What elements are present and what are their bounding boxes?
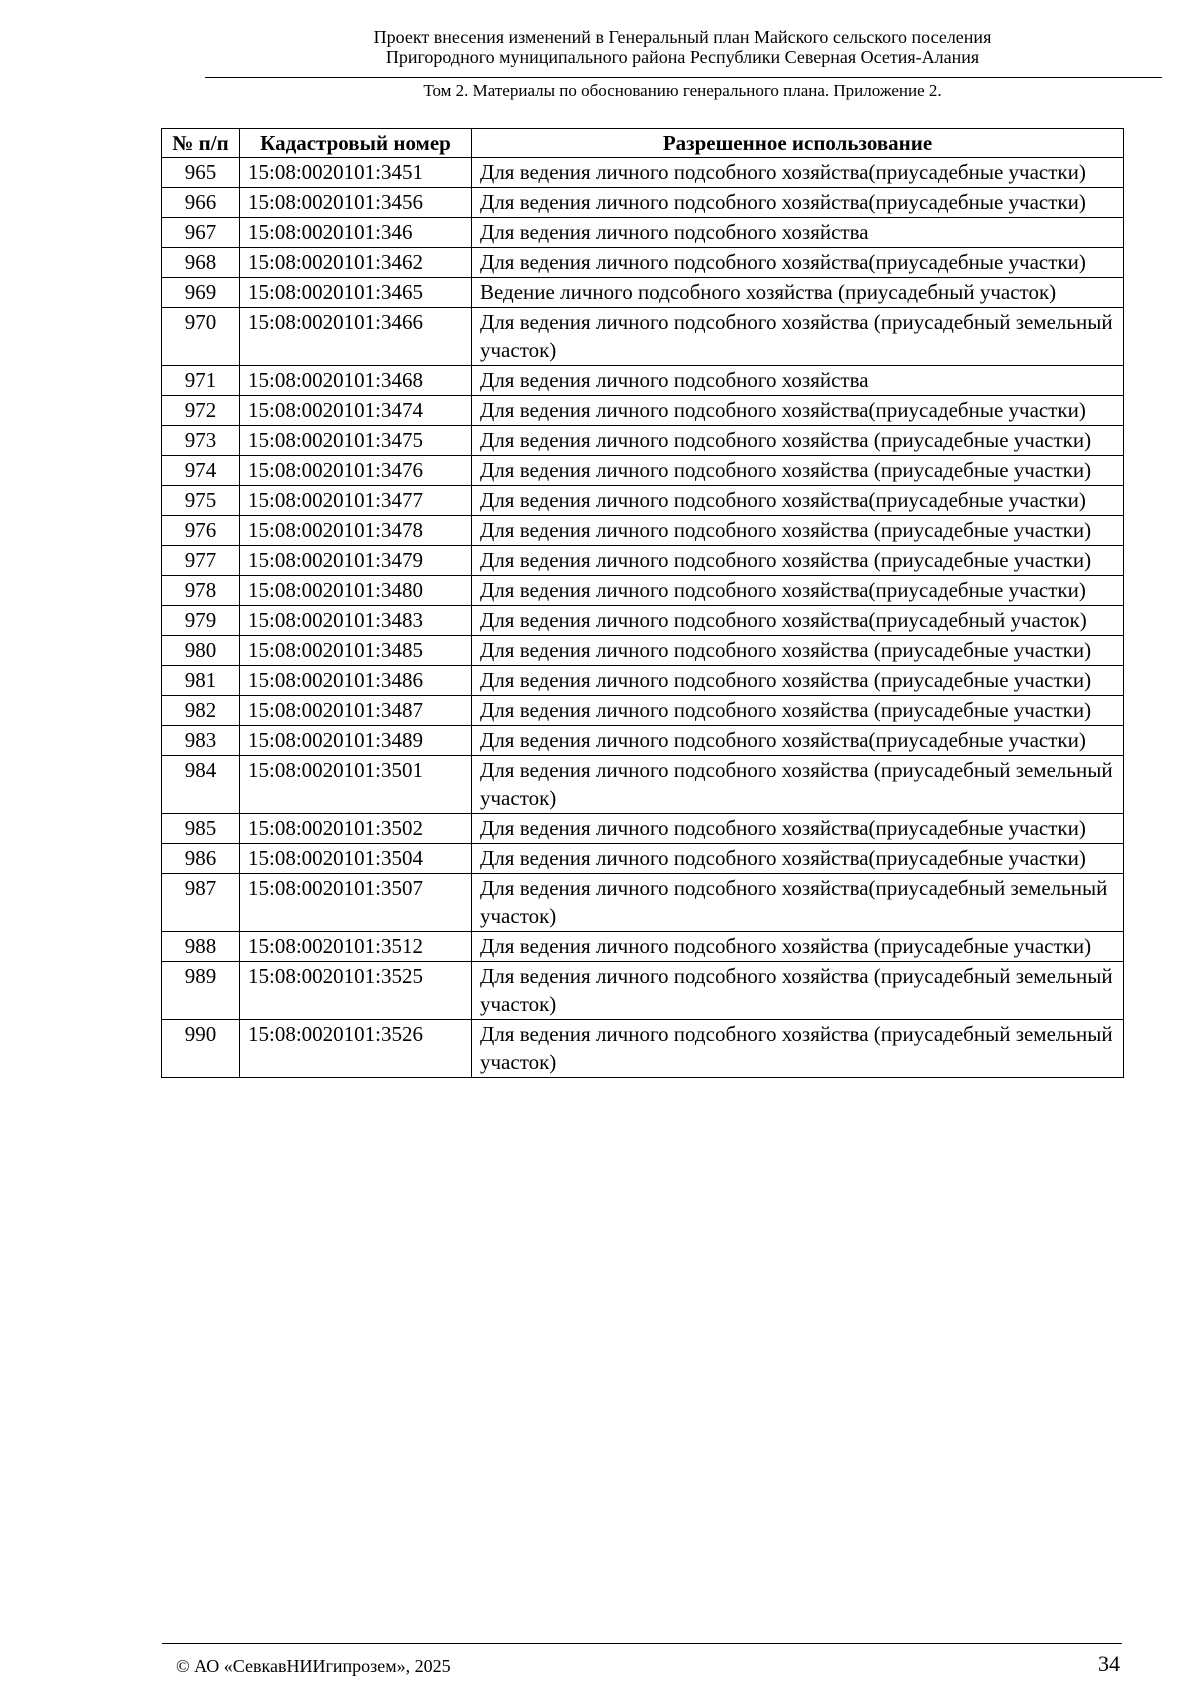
row-number: 977 xyxy=(162,546,240,576)
header-cadastral-number: Кадастровый номер xyxy=(240,129,472,158)
cadastral-number: 15:08:0020101:3487 xyxy=(240,696,472,726)
cadastral-number: 15:08:0020101:3502 xyxy=(240,814,472,844)
permitted-use: Для ведения личного подсобного хозяйства(приусадебный земельный участок) xyxy=(472,874,1124,932)
cadastral-number: 15:08:0020101:3475 xyxy=(240,426,472,456)
table-row xyxy=(162,666,1124,696)
table-row xyxy=(162,696,1124,726)
row-number: 985 xyxy=(162,814,240,844)
row-number: 975 xyxy=(162,486,240,516)
permitted-use: Для ведения личного подсобного хозяйства (приусадебные участки) xyxy=(472,516,1124,546)
header-title-line-2: Пригородного муниципального района Республики Северная Осетия-Алания xyxy=(385,47,980,67)
table-row xyxy=(162,814,1124,844)
table-row xyxy=(162,188,1124,218)
table-row xyxy=(162,1020,1124,1078)
cadastral-number: 15:08:0020101:3526 xyxy=(240,1020,472,1078)
row-number: 972 xyxy=(162,396,240,426)
permitted-use: Для ведения личного подсобного хозяйства(приусадебные участки) xyxy=(472,188,1124,218)
permitted-use: Для ведения личного подсобного хозяйства(приусадебные участки) xyxy=(472,844,1124,874)
table-row xyxy=(162,248,1124,278)
permitted-use: Для ведения личного подсобного хозяйства (приусадебные участки) xyxy=(472,932,1124,962)
permitted-use: Для ведения личного подсобного хозяйства xyxy=(472,218,1124,248)
row-number: 970 xyxy=(162,308,240,366)
permitted-use: Ведение личного подсобного хозяйства (приусадебный участок) xyxy=(472,278,1124,308)
table-row xyxy=(162,844,1124,874)
table-row xyxy=(162,456,1124,486)
cadastral-number: 15:08:0020101:3483 xyxy=(240,606,472,636)
permitted-use: Для ведения личного подсобного хозяйства (приусадебные участки) xyxy=(472,696,1124,726)
permitted-use: Для ведения личного подсобного хозяйства(приусадебные участки) xyxy=(472,814,1124,844)
document-header xyxy=(205,27,1160,67)
permitted-use: Для ведения личного подсобного хозяйства (приусадебные участки) xyxy=(472,456,1124,486)
table-row xyxy=(162,756,1124,814)
table-row xyxy=(162,426,1124,456)
permitted-use: Для ведения личного подсобного хозяйства (приусадебные участки) xyxy=(472,636,1124,666)
table-row xyxy=(162,158,1124,188)
permitted-use: Для ведения личного подсобного хозяйства(приусадебные участки) xyxy=(472,248,1124,278)
row-number: 976 xyxy=(162,516,240,546)
table-row xyxy=(162,636,1124,666)
row-number: 980 xyxy=(162,636,240,666)
table-row xyxy=(162,962,1124,1020)
header-subtitle: Том 2. Материалы по обоснованию генерального плана. Приложение 2. xyxy=(423,81,942,100)
permitted-use: Для ведения личного подсобного хозяйства (приусадебные участки) xyxy=(472,666,1124,696)
table-row xyxy=(162,726,1124,756)
row-number: 969 xyxy=(162,278,240,308)
row-number: 971 xyxy=(162,366,240,396)
cadastral-number: 15:08:0020101:3489 xyxy=(240,726,472,756)
cadastral-number: 15:08:0020101:3456 xyxy=(240,188,472,218)
table-row xyxy=(162,366,1124,396)
permitted-use: Для ведения личного подсобного хозяйства (приусадебный земельный участок) xyxy=(472,962,1124,1020)
permitted-use: Для ведения личного подсобного хозяйства(приусадебные участки) xyxy=(472,726,1124,756)
table-row xyxy=(162,546,1124,576)
row-number: 973 xyxy=(162,426,240,456)
cadastral-number: 15:08:0020101:3485 xyxy=(240,636,472,666)
row-number: 989 xyxy=(162,962,240,1020)
header-divider xyxy=(205,77,1162,78)
table-row xyxy=(162,874,1124,932)
table-body xyxy=(162,158,1124,1078)
footer-divider xyxy=(162,1643,1122,1644)
table-row xyxy=(162,516,1124,546)
table-row xyxy=(162,218,1124,248)
cadastral-number: 15:08:0020101:3501 xyxy=(240,756,472,814)
table-row xyxy=(162,606,1124,636)
row-number: 981 xyxy=(162,666,240,696)
cadastral-number: 15:08:0020101:3474 xyxy=(240,396,472,426)
permitted-use: Для ведения личного подсобного хозяйства (приусадебные участки) xyxy=(472,426,1124,456)
row-number: 984 xyxy=(162,756,240,814)
cadastral-number: 15:08:0020101:3451 xyxy=(240,158,472,188)
row-number: 983 xyxy=(162,726,240,756)
row-number: 968 xyxy=(162,248,240,278)
page-number: 34 xyxy=(1098,1651,1120,1676)
permitted-use: Для ведения личного подсобного хозяйства(приусадебный участок) xyxy=(472,606,1124,636)
row-number: 966 xyxy=(162,188,240,218)
land-plots-table xyxy=(161,128,1124,1078)
table-header-row xyxy=(162,129,1124,158)
row-number: 978 xyxy=(162,576,240,606)
cadastral-number: 15:08:0020101:3462 xyxy=(240,248,472,278)
cadastral-number: 15:08:0020101:3476 xyxy=(240,456,472,486)
cadastral-number: 15:08:0020101:3465 xyxy=(240,278,472,308)
cadastral-number: 15:08:0020101:3504 xyxy=(240,844,472,874)
cadastral-number: 15:08:0020101:3480 xyxy=(240,576,472,606)
table-row xyxy=(162,278,1124,308)
table-row xyxy=(162,576,1124,606)
cadastral-number: 15:08:0020101:3478 xyxy=(240,516,472,546)
cadastral-number: 15:08:0020101:346 xyxy=(240,218,472,248)
cadastral-number: 15:08:0020101:3466 xyxy=(240,308,472,366)
cadastral-number: 15:08:0020101:3512 xyxy=(240,932,472,962)
cadastral-number: 15:08:0020101:3479 xyxy=(240,546,472,576)
permitted-use: Для ведения личного подсобного хозяйства(приусадебные участки) xyxy=(472,486,1124,516)
row-number: 987 xyxy=(162,874,240,932)
header-permitted-use: Разрешенное использование xyxy=(472,129,1124,158)
permitted-use: Для ведения личного подсобного хозяйства xyxy=(472,366,1124,396)
permitted-use: Для ведения личного подсобного хозяйства(приусадебные участки) xyxy=(472,396,1124,426)
cadastral-number: 15:08:0020101:3486 xyxy=(240,666,472,696)
table-row xyxy=(162,932,1124,962)
cadastral-number: 15:08:0020101:3507 xyxy=(240,874,472,932)
row-number: 974 xyxy=(162,456,240,486)
header-num: № п/п xyxy=(162,129,240,158)
row-number: 965 xyxy=(162,158,240,188)
cadastral-number: 15:08:0020101:3477 xyxy=(240,486,472,516)
permitted-use: Для ведения личного подсобного хозяйства(приусадебные участки) xyxy=(472,576,1124,606)
table-row xyxy=(162,308,1124,366)
table-row xyxy=(162,486,1124,516)
row-number: 982 xyxy=(162,696,240,726)
cadastral-number: 15:08:0020101:3468 xyxy=(240,366,472,396)
row-number: 986 xyxy=(162,844,240,874)
row-number: 979 xyxy=(162,606,240,636)
row-number: 988 xyxy=(162,932,240,962)
table-row xyxy=(162,396,1124,426)
header-title-line-1: Проект внесения изменений в Генеральный план Майского сельского поселения xyxy=(373,27,992,47)
permitted-use: Для ведения личного подсобного хозяйства (приусадебный земельный участок) xyxy=(472,1020,1124,1078)
permitted-use: Для ведения личного подсобного хозяйства(приусадебные участки) xyxy=(472,158,1124,188)
row-number: 967 xyxy=(162,218,240,248)
permitted-use: Для ведения личного подсобного хозяйства (приусадебный земельный участок) xyxy=(472,308,1124,366)
row-number: 990 xyxy=(162,1020,240,1078)
cadastral-number: 15:08:0020101:3525 xyxy=(240,962,472,1020)
permitted-use: Для ведения личного подсобного хозяйства (приусадебные участки) xyxy=(472,546,1124,576)
permitted-use: Для ведения личного подсобного хозяйства (приусадебный земельный участок) xyxy=(472,756,1124,814)
footer-copyright: © АО «СевкавНИИгипрозем», 2025 xyxy=(176,1656,451,1676)
